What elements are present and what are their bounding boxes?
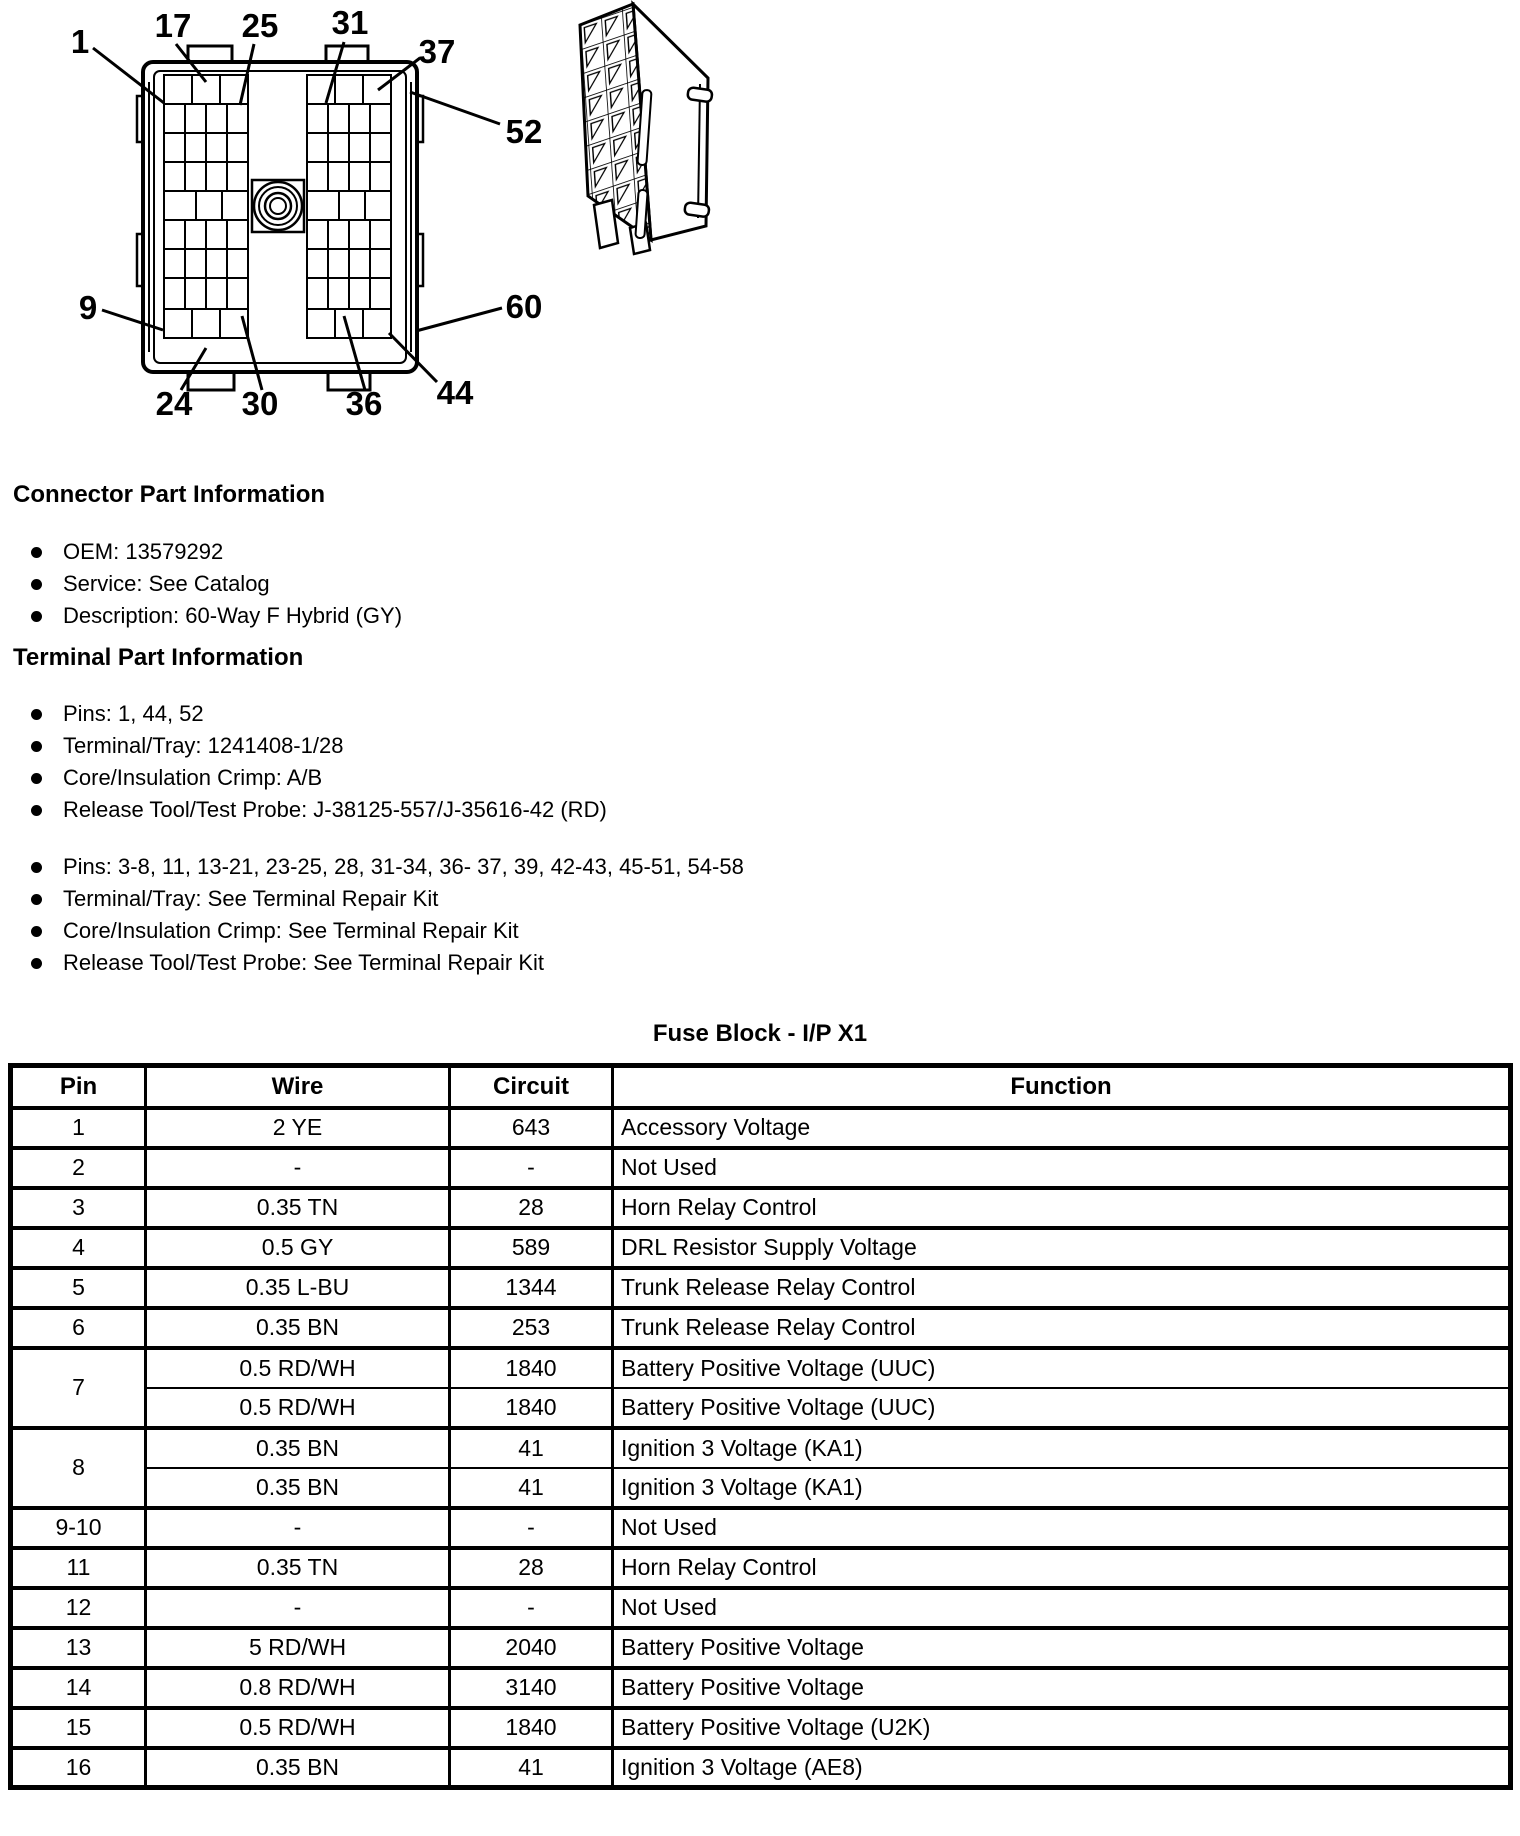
list-item: Terminal/Tray: See Terminal Repair Kit	[0, 883, 1500, 915]
table-row	[11, 1228, 1511, 1268]
pin-cell: 6	[11, 1308, 146, 1348]
wire-cell: 0.8 RD/WH	[146, 1668, 450, 1708]
function-cell: Not Used	[613, 1148, 1511, 1188]
pin-cell: 2	[11, 1148, 146, 1188]
list-item: Core/Insulation Crimp: See Terminal Repair Kit	[0, 915, 1500, 947]
terminal-part-info-heading: Terminal Part Information	[13, 644, 304, 671]
connector-3d-view	[580, 4, 713, 254]
callout-label-24: 24	[155, 385, 193, 420]
callout-label-31: 31	[331, 4, 369, 41]
circuit-cell: 28	[450, 1548, 613, 1588]
wire-cell: 0.35 TN	[146, 1548, 450, 1588]
table-row	[11, 1588, 1511, 1628]
circuit-cell: 41	[450, 1748, 613, 1788]
pin-cell: 14	[11, 1668, 146, 1708]
connector-front-view	[137, 46, 423, 390]
pin-cell: 8	[11, 1428, 146, 1508]
function-cell: Battery Positive Voltage (UUC)	[613, 1348, 1511, 1388]
function-cell: Ignition 3 Voltage (AE8)	[613, 1748, 1511, 1788]
callout-label-30: 30	[241, 385, 279, 420]
table-row	[11, 1668, 1511, 1708]
circuit-cell: 41	[450, 1468, 613, 1508]
pin-cell: 9-10	[11, 1508, 146, 1548]
wire-cell: 0.35 TN	[146, 1188, 450, 1228]
table-row	[11, 1188, 1511, 1228]
circuit-cell: 643	[450, 1108, 613, 1148]
list-item: Pins: 3-8, 11, 13-21, 23-25, 28, 31-34, 36- 37, 39, 42-43, 45-51, 54-58	[0, 851, 1500, 883]
wire-cell: 5 RD/WH	[146, 1628, 450, 1668]
circuit-cell: 1840	[450, 1708, 613, 1748]
list-item: Description: 60-Way F Hybrid (GY)	[0, 600, 1500, 632]
connector-diagram-svg	[0, 0, 760, 420]
connector-part-info-heading: Connector Part Information	[13, 481, 326, 508]
table-row	[11, 1548, 1511, 1588]
pin-cell: 5	[11, 1268, 146, 1308]
table-row	[11, 1388, 1511, 1428]
list-item: Pins: 1, 44, 52	[0, 698, 1500, 730]
callout-label-9: 9	[78, 289, 98, 326]
function-cell: Horn Relay Control	[613, 1548, 1511, 1588]
list-item: Release Tool/Test Probe: J-38125-557/J-35616-42 (RD)	[0, 794, 1500, 826]
table-row	[11, 1508, 1511, 1548]
circuit-cell: 41	[450, 1428, 613, 1468]
wire-cell: 0.35 L-BU	[146, 1268, 450, 1308]
table-row	[11, 1148, 1511, 1188]
function-column-header: Function	[613, 1066, 1511, 1108]
function-cell: Trunk Release Relay Control	[613, 1268, 1511, 1308]
list-item: Service: See Catalog	[0, 568, 1500, 600]
wire-cell: 0.35 BN	[146, 1308, 450, 1348]
connector-part-info-list	[0, 536, 1500, 632]
wire-cell: 0.35 BN	[146, 1748, 450, 1788]
function-cell: Horn Relay Control	[613, 1188, 1511, 1228]
pin-cell: 4	[11, 1228, 146, 1268]
callout-label-25: 25	[241, 7, 279, 44]
wire-cell: 2 YE	[146, 1108, 450, 1148]
circuit-cell: -	[450, 1508, 613, 1548]
list-item: Terminal/Tray: 1241408-1/28	[0, 730, 1500, 762]
connector-diagram	[0, 0, 760, 420]
fuse-block-pinout-table	[8, 1063, 1513, 1790]
pin-cell: 16	[11, 1748, 146, 1788]
function-cell: Battery Positive Voltage	[613, 1628, 1511, 1668]
circuit-cell: 1840	[450, 1388, 613, 1428]
table-row	[11, 1108, 1511, 1148]
wire-cell: 0.5 GY	[146, 1228, 450, 1268]
function-cell: Ignition 3 Voltage (KA1)	[613, 1468, 1511, 1508]
wire-column-header: Wire	[146, 1066, 450, 1108]
circuit-cell: -	[450, 1148, 613, 1188]
function-cell: Not Used	[613, 1508, 1511, 1548]
table-row	[11, 1308, 1511, 1348]
table-row	[11, 1468, 1511, 1508]
callout-label-60: 60	[505, 288, 543, 325]
callout-label-17: 17	[154, 7, 192, 44]
pin-column-header: Pin	[11, 1066, 146, 1108]
terminal-part-info-list-2	[0, 851, 1500, 979]
pin-cell: 15	[11, 1708, 146, 1748]
callout-label-1: 1	[70, 23, 90, 60]
circuit-cell: 3140	[450, 1668, 613, 1708]
pin-cell: 3	[11, 1188, 146, 1228]
function-cell: Trunk Release Relay Control	[613, 1308, 1511, 1348]
wire-cell: 0.5 RD/WH	[146, 1708, 450, 1748]
wire-cell: 0.5 RD/WH	[146, 1348, 450, 1388]
list-item: Release Tool/Test Probe: See Terminal Repair Kit	[0, 947, 1500, 979]
table-row	[11, 1348, 1511, 1388]
pin-cell: 12	[11, 1588, 146, 1628]
callout-label-44: 44	[436, 374, 474, 411]
wire-cell: 0.5 RD/WH	[146, 1388, 450, 1428]
function-cell: Ignition 3 Voltage (KA1)	[613, 1428, 1511, 1468]
function-cell: Battery Positive Voltage	[613, 1668, 1511, 1708]
function-cell: Battery Positive Voltage (UUC)	[613, 1388, 1511, 1428]
circuit-cell: 589	[450, 1228, 613, 1268]
circuit-column-header: Circuit	[450, 1066, 613, 1108]
callout-label-37: 37	[418, 33, 456, 70]
list-item: Core/Insulation Crimp: A/B	[0, 762, 1500, 794]
table-row	[11, 1428, 1511, 1468]
callout-label-36: 36	[345, 385, 383, 420]
circuit-cell: 1344	[450, 1268, 613, 1308]
function-cell: Not Used	[613, 1588, 1511, 1628]
table-row	[11, 1748, 1511, 1788]
circuit-cell: 2040	[450, 1628, 613, 1668]
circuit-cell: -	[450, 1588, 613, 1628]
wire-cell: 0.35 BN	[146, 1468, 450, 1508]
circuit-cell: 28	[450, 1188, 613, 1228]
function-cell: Accessory Voltage	[613, 1108, 1511, 1148]
function-cell: DRL Resistor Supply Voltage	[613, 1228, 1511, 1268]
list-item: OEM: 13579292	[0, 536, 1500, 568]
pin-cell: 7	[11, 1348, 146, 1428]
circuit-cell: 253	[450, 1308, 613, 1348]
table-title: Fuse Block - I/P X1	[652, 1020, 868, 1047]
pin-cell: 13	[11, 1628, 146, 1668]
pin-cell: 11	[11, 1548, 146, 1588]
table-row	[11, 1268, 1511, 1308]
function-cell: Battery Positive Voltage (U2K)	[613, 1708, 1511, 1748]
table-row	[11, 1708, 1511, 1748]
wire-cell: -	[146, 1508, 450, 1548]
terminal-part-info-list-1	[0, 698, 1500, 826]
pin-cell: 1	[11, 1108, 146, 1148]
table-header-row	[11, 1066, 1511, 1108]
wire-cell: 0.35 BN	[146, 1428, 450, 1468]
callout-label-52: 52	[505, 113, 543, 150]
circuit-cell: 1840	[450, 1348, 613, 1388]
table-row	[11, 1628, 1511, 1668]
wire-cell: -	[146, 1588, 450, 1628]
wire-cell: -	[146, 1148, 450, 1188]
